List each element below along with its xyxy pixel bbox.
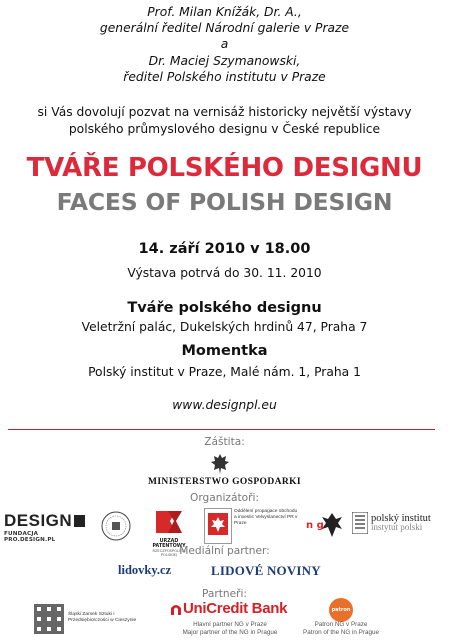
host-name-2: Dr. Maciej Szymanowski, xyxy=(148,54,301,68)
host-title-1: generální ředitel Národní galerie v Praze xyxy=(99,21,350,35)
unicredit-caption xyxy=(160,621,300,636)
media-partner-label: Mediální partner: xyxy=(179,545,270,557)
title-cz: TVÁŘE POLSKÉHO DESIGNU xyxy=(26,153,423,183)
patron-caption xyxy=(296,621,386,636)
patent-office-sub: RZECZPOSPOLITEJ POLSKIEJ xyxy=(152,549,186,557)
event-duration: Výstava potrvá do 30. 11. 2010 xyxy=(127,266,322,280)
venue-1-address: Veletržní palác, Dukelských hrdinů 47, Praha 7 xyxy=(81,320,368,334)
ministry-name: MINISTERSTWO GOSPODARKI xyxy=(147,477,302,487)
divider-line xyxy=(8,429,435,430)
polish-institute-sub: instytut polski xyxy=(371,522,423,532)
lidove-noviny-logo: LIDOVÉ NOVINY xyxy=(211,563,321,578)
trade-promotion-text: Oddělení propagace obchodu a investic Velvyslanectví PR v Praze xyxy=(234,509,298,526)
cieszyn-castle-text: Śląski Zamek Sztuki i Przedsiębiorczości w Cieszynie xyxy=(68,612,137,624)
unicredit-caption-cz: Hlavní partner NG v Praze xyxy=(193,621,267,628)
patent-office-name: URZĄD PATENTOWY xyxy=(152,539,186,549)
castle-grid-icon xyxy=(34,604,64,634)
eagle-emblem-icon xyxy=(208,452,232,476)
venue-1-name: Tváře polského designu xyxy=(127,300,322,316)
host-title-2: ředitel Polského institutu v Praze xyxy=(123,70,326,84)
national-gallery-text: n g xyxy=(306,520,324,531)
patron-caption-en: Patron of the NG in Prague xyxy=(303,628,379,636)
polish-institute-mark-icon xyxy=(352,512,368,534)
unicredit-text: UniCredit Bank xyxy=(183,600,288,617)
event-date: 14. září 2010 v 18.00 xyxy=(138,241,311,257)
invitation-line-2: polského průmyslového designu v České republice xyxy=(68,122,381,136)
venue-2-address: Polský institut v Praze, Malé nám. 1, Praha 1 xyxy=(88,365,361,379)
design-logo-text: DESIGN xyxy=(4,511,73,530)
polish-institute-name: polský institut xyxy=(371,513,431,524)
patronage-label: Záštita: xyxy=(204,436,245,448)
organizers-label: Organizátoři: xyxy=(190,492,259,504)
lidovky-logo: lidovky.cz xyxy=(118,563,172,577)
patron-caption-cz: Patron NG v Praze xyxy=(314,621,368,628)
polish-coat-of-arms-icon xyxy=(204,508,232,544)
unicredit-logo xyxy=(170,600,290,620)
invitation-line-1: si Vás dovolují pozvat na vernisáž historicky největší výstavy xyxy=(37,105,412,119)
polish-institute-logo xyxy=(371,514,447,532)
title-en: FACES OF POLISH DESIGN xyxy=(56,188,393,216)
design-logo-sub: FUNDACJA PRO.DESIGN.PL xyxy=(4,531,56,543)
website-link[interactable]: www.designpl.eu xyxy=(172,398,277,412)
unicredit-caption-en: Major partner of the NG in Prague xyxy=(182,628,278,636)
venue-2-name: Momentka xyxy=(181,343,268,359)
host-name-1: Prof. Milan Knížák, Dr. A., xyxy=(147,5,302,19)
partners-label: Partneři: xyxy=(201,588,247,600)
national-gallery-logo xyxy=(306,511,344,539)
patron-logo: patron xyxy=(329,598,353,622)
host-conjunction: a xyxy=(220,37,229,51)
circular-seal-icon xyxy=(100,510,132,542)
design-foundation-logo xyxy=(4,511,90,543)
